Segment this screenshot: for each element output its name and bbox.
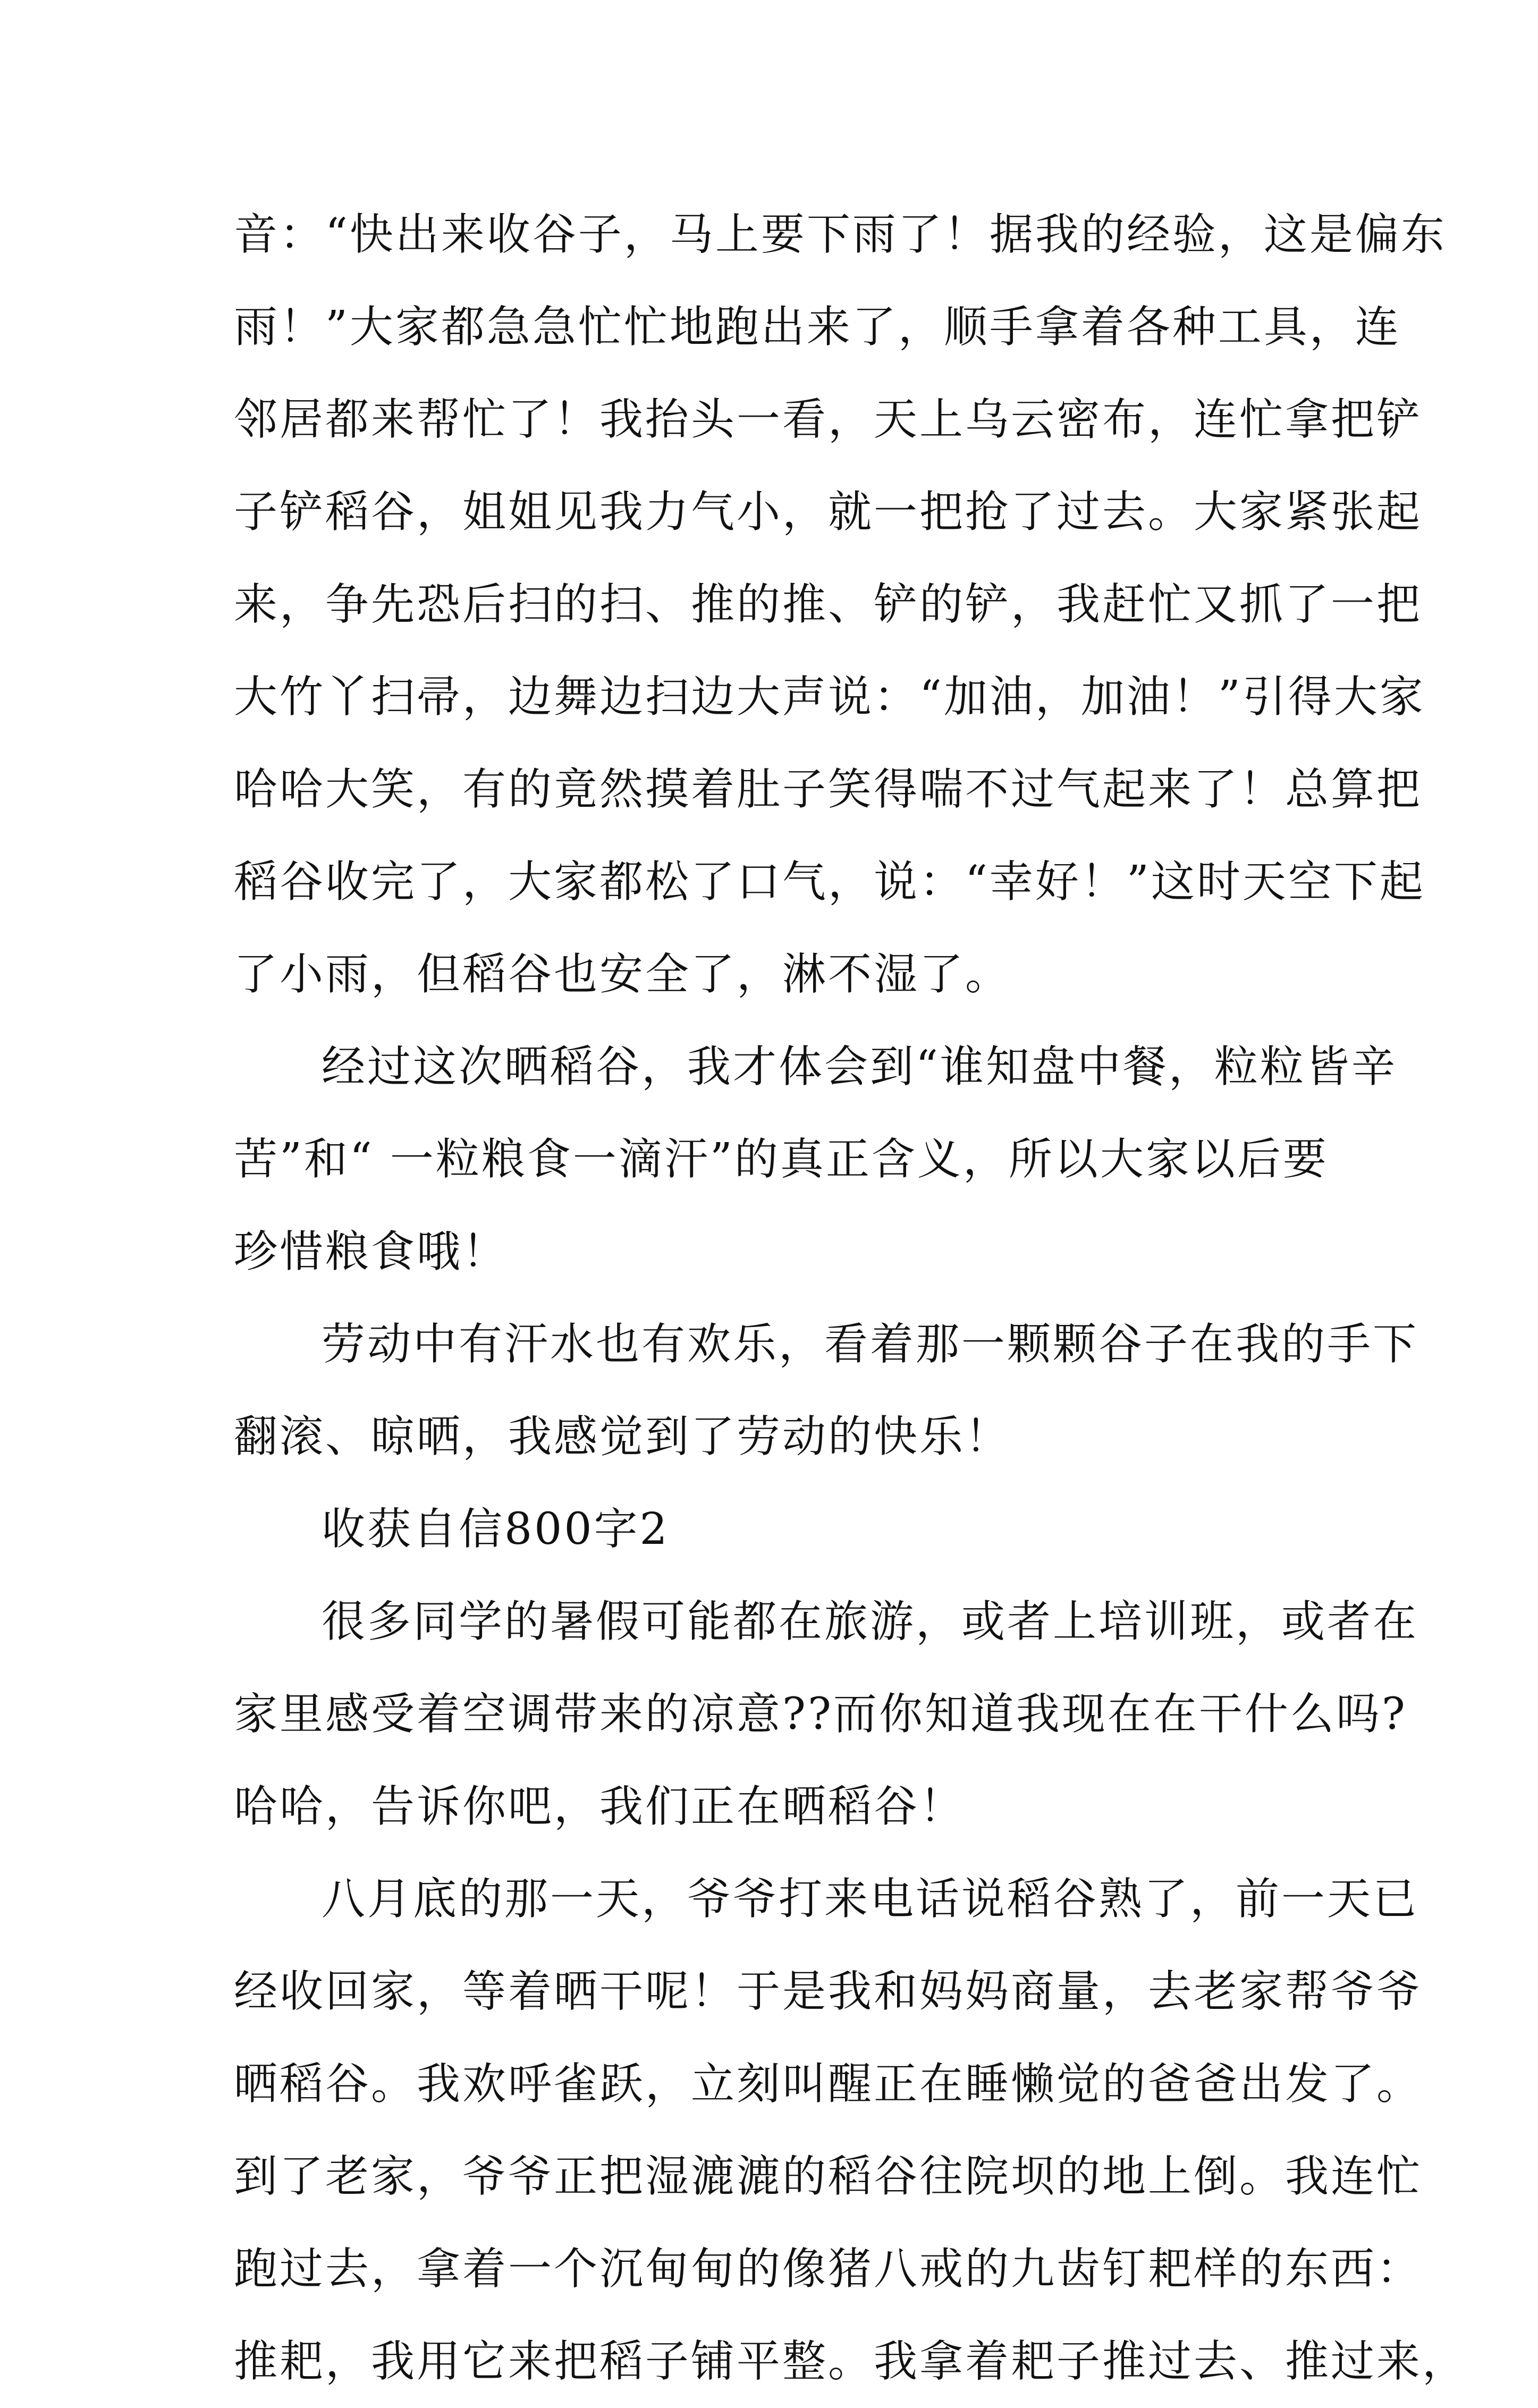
text-line: 推耙，我用它来把稻子铺平整。我拿着耙子推过去、推过来， bbox=[234, 2336, 1468, 2387]
document-body bbox=[234, 189, 1468, 2408]
text-line: 雨！”大家都急急忙忙地跑出来了，顺手拿着各种工具，连 bbox=[234, 302, 1401, 352]
text-line: 家里感受着空调带来的凉意??而你知道我现在在干什么吗? bbox=[234, 1689, 1407, 1739]
text-line: 哈哈大笑，有的竟然摸着肚子笑得喘不过气起来了！总算把 bbox=[234, 764, 1423, 815]
text-line: 经收回家，等着晒干呢！于是我和妈妈商量，去老家帮爷爷 bbox=[234, 1966, 1423, 2017]
paragraph-start-line: 八月底的那一天，爷爷打来电话说稻谷熟了，前一天已 bbox=[322, 1874, 1419, 1924]
text-line: 哈哈，告诉你吧，我们正在晒稻谷！ bbox=[234, 1781, 966, 1832]
paragraph-start-line: 很多同学的暑假可能都在旅游，或者上培训班，或者在 bbox=[322, 1596, 1419, 1647]
text-line: 苦”和“ 一粒粮食一滴汗”的真正含义，所以大家以后要 bbox=[234, 1134, 1329, 1185]
text-line: 大竹丫扫帚，边舞边扫边大声说：“加油，加油！”引得大家 bbox=[234, 672, 1425, 722]
text-line: 跑过去，拿着一个沉甸甸的像猪八戒的九齿钉耙样的东西： bbox=[234, 2244, 1423, 2294]
section-heading: 收获自信800字2 bbox=[322, 1504, 670, 1554]
text-line: 珍惜粮食哦！ bbox=[234, 1227, 509, 1277]
paragraph-start-line: 劳动中有汗水也有欢乐，看着那一颗颗谷子在我的手下 bbox=[322, 1319, 1419, 1370]
paragraph-start-line: 经过这次晒稻谷，我才体会到“谁知盘中餐，粒粒皆辛 bbox=[322, 1042, 1397, 1092]
text-line: 翻滚、晾晒，我感觉到了劳动的快乐！ bbox=[234, 1412, 1011, 1462]
text-line: 音：“快出来收谷子，马上要下雨了！据我的经验，这是偏东 bbox=[234, 209, 1447, 260]
text-line: 邻居都来帮忙了！我抬头一看，天上乌云密布，连忙拿把铲 bbox=[234, 394, 1423, 445]
text-line: 来，争先恐后扫的扫、推的推、铲的铲，我赶忙又抓了一把 bbox=[234, 579, 1423, 630]
text-line: 晒稻谷。我欢呼雀跃，立刻叫醒正在睡懒觉的爸爸出发了。 bbox=[234, 2059, 1423, 2109]
text-line: 了小雨，但稻谷也安全了，淋不湿了。 bbox=[234, 949, 1011, 1000]
text-line: 到了老家，爷爷正把湿漉漉的稻谷往院坝的地上倒。我连忙 bbox=[234, 2151, 1423, 2202]
text-line: 稻谷收完了，大家都松了口气，说：“幸好！”这时天空下起 bbox=[234, 857, 1425, 907]
text-line: 子铲稻谷，姐姐见我力气小，就一把抢了过去。大家紧张起 bbox=[234, 487, 1423, 537]
